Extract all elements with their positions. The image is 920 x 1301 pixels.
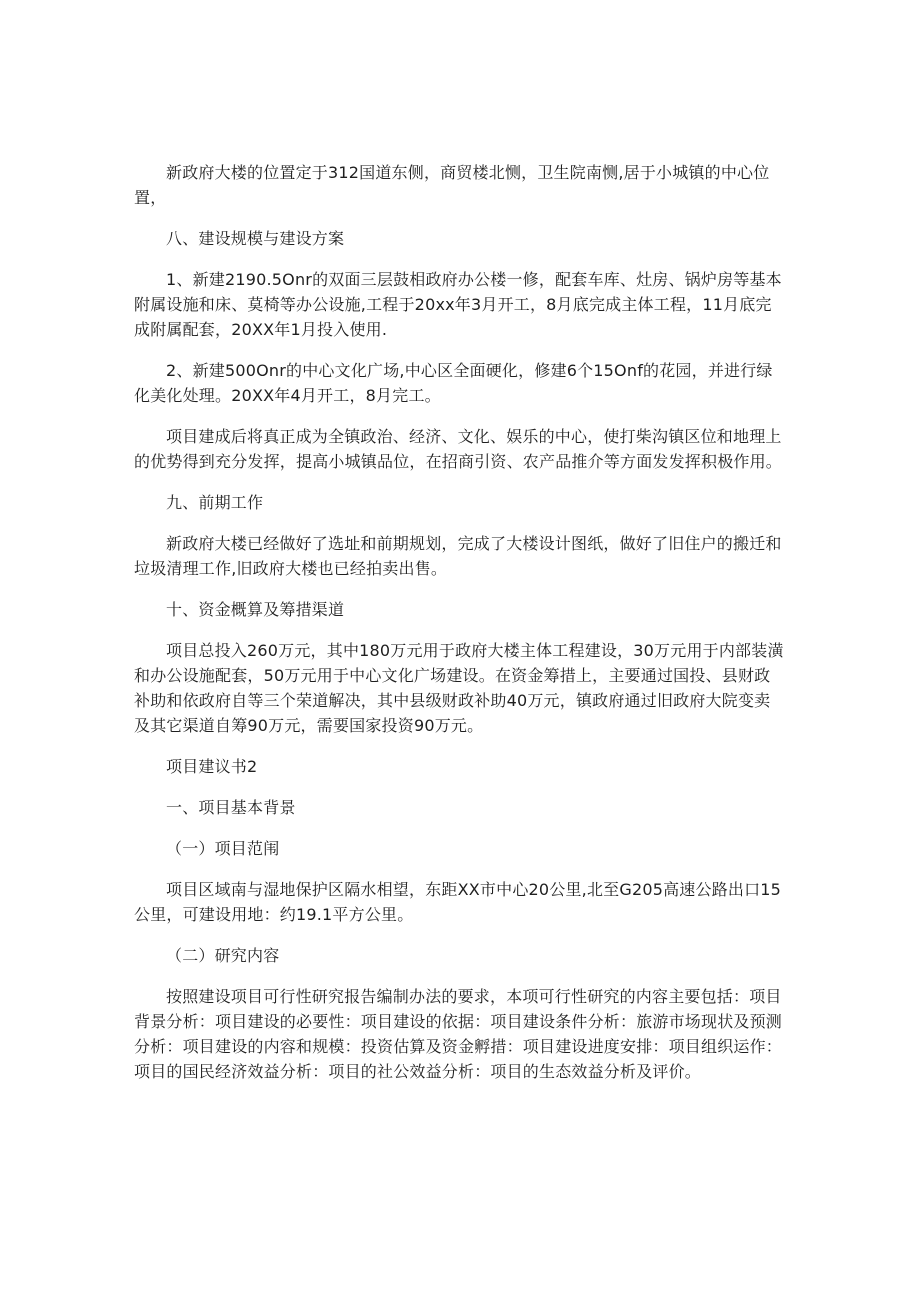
section-heading-scale-plan: 八、建设规模与建设方案 <box>166 229 345 248</box>
paragraph-location: 新政府大楼的位置定于312国道东侧，商贸楼北恻，卫生院南恻,居于小城镇的中心位置， <box>134 163 770 207</box>
paragraph-office-building: 1、新建2190.5Onr的双面三层鼓相政府办公楼一修，配套车库、灶房、锅炉房等基本附属设施和床、莫椅等办公设施,工程于20xx年3月开工，8月底完成主体工程，11月底完成附属配套，20XX年1月投入使用. <box>134 270 782 339</box>
paragraph-research: 按照建设项目可行性研究报告编制办法的要求，本项可行性研究的内容主要包括：项目背景分析：项目建设的必要性：项目建设的依据：项目建设条件分析：旅游市场现状及预测分析：项目建设的内容和规模：投资估算及资金孵措：项目建设进度安排：项目组织运作：项目的国民经济效益分析：项目的社公效益分析：项目的生态效益分析及评价。 <box>134 987 783 1081</box>
section-heading-preliminary-work: 九、前期工作 <box>166 493 264 512</box>
document-body <box>134 160 784 1084</box>
paragraph-culture-square: 2、新建500Onr的中心文化广场,中心区全面硬化，修建6个15Onf的花园，并进行绿化美化处理。20XX年4月开工，8月完工。 <box>134 361 773 405</box>
section-heading-funding: 十、资金概算及筹措渠道 <box>166 600 345 619</box>
subsection-heading-research: （二）研究内容 <box>166 946 280 965</box>
paragraph-funding: 项目总投入260万元，其中180万元用于政府大楼主体工程建设，30万元用于内部装潢和办公设施配套，50万元用于中心文化广场建设。在资金筹措上，主要通过国投、县财政补助和依政府自等三个荣道解决，其中县级财政补助40万元，镇政府通过旧政府大院变卖及其它渠道自筹90万元，需要国家投资90万元。 <box>134 641 784 735</box>
paragraph-scope: 项目区域南与湿地保护区隔水相望，东距XX市中心20公里,北至G205高速公路出口15公里，可建设用地：约19.1平方公里。 <box>134 880 782 924</box>
subsection-heading-scope: （一）项目范闱 <box>166 839 280 858</box>
document-subtitle: 项目建议书2 <box>166 757 258 776</box>
paragraph-preliminary-work: 新政府大楼已经做好了选址和前期规划，完成了大楼设计图纸，做好了旧住户的搬迁和垃圾清理工作,旧政府大楼也已经拍卖出售。 <box>134 534 782 578</box>
section-heading-background: 一、项目基本背景 <box>166 798 296 817</box>
paragraph-project-effect: 项目建成后将真正成为全镇政治、经济、文化、娱乐的中心，使打柴沟镇区位和地理上的优势得到充分发挥，提高小城镇品位，在招商引资、农产品推介等方面发发挥积极作用。 <box>134 427 783 471</box>
